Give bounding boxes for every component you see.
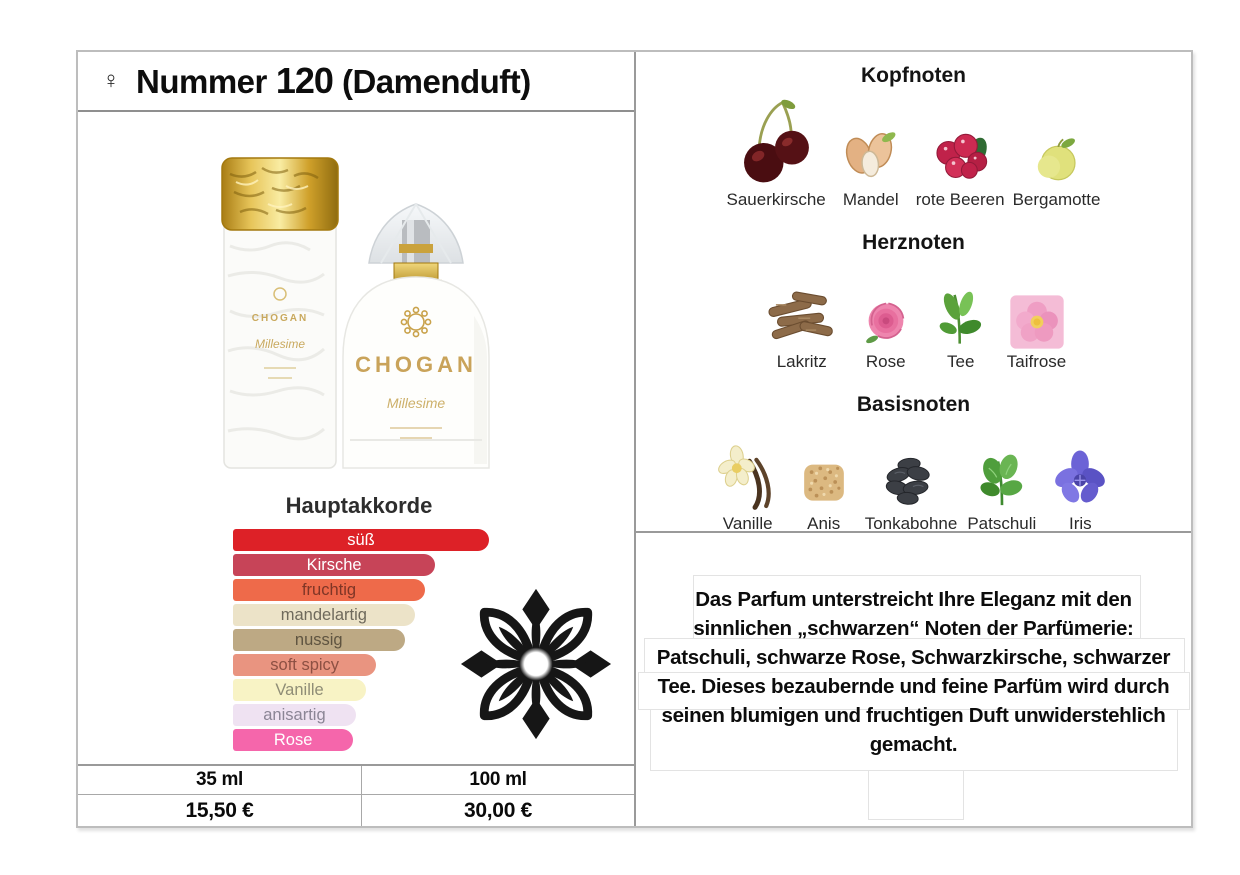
note-label: Lakritz (776, 352, 827, 371)
basisnoten-title: Basisnoten (856, 393, 971, 416)
accord-bar-label: soft spicy (270, 655, 340, 674)
herznoten-title: Herznoten (862, 231, 965, 254)
accord-bar-label: anisartig (263, 705, 326, 724)
price-size-100ml: 100 ml (362, 766, 634, 795)
perfume-bottle (343, 204, 489, 468)
product-card (76, 50, 1193, 828)
accord-chart-title: Hauptakkorde (285, 493, 433, 518)
kopfnoten-title: Kopfnoten (861, 64, 966, 87)
tea-leaves-icon (929, 285, 993, 351)
rose-icon (857, 293, 915, 351)
decor-box (868, 770, 964, 820)
left-panel (78, 52, 636, 826)
right-panel (636, 52, 1191, 826)
note-item (857, 293, 915, 372)
bergamot-icon (1026, 127, 1088, 189)
title-number: 120 (275, 60, 333, 101)
note-label: Taifrose (1006, 352, 1067, 371)
accord-bar-label: Vanille (275, 680, 324, 699)
note-item (793, 451, 855, 534)
note-item (967, 447, 1036, 534)
licorice-icon (761, 281, 843, 351)
note-label: Sauerkirsche (726, 190, 826, 209)
accord-bar (233, 654, 376, 676)
accord-bar (233, 554, 435, 576)
fragrance-notes-panel (636, 52, 1191, 533)
accord-bar (233, 604, 415, 626)
accord-bar (233, 704, 356, 726)
accord-bar-label: süß (347, 530, 375, 549)
tai-rose-icon (1008, 293, 1066, 351)
note-label: Bergamotte (1012, 190, 1101, 209)
price-value-100ml: 30,00 € (464, 798, 532, 822)
accord-bar (233, 529, 489, 551)
box-line-text: Millesime (254, 337, 306, 351)
note-item (761, 281, 843, 372)
note-item (916, 117, 1005, 210)
note-label: Mandel (842, 190, 899, 209)
female-gender-icon: ♀ (102, 67, 120, 94)
title-row (78, 52, 634, 112)
product-image (144, 116, 506, 476)
bottle-line-text: Millesime (386, 395, 446, 411)
anise-icon (793, 451, 855, 513)
description-text (636, 585, 1191, 759)
note-label: Patschuli (967, 514, 1037, 533)
herznoten-row (636, 276, 1191, 372)
vanilla-icon (713, 443, 783, 513)
accord-bar-label: mandelartig (280, 605, 367, 624)
note-item (713, 443, 783, 534)
basisnoten-row (636, 438, 1191, 534)
accord-bar-label: nussig (294, 630, 343, 649)
accord-bar-label: Rose (273, 730, 313, 749)
accord-bar-label: fruchtig (301, 580, 357, 599)
brand-flower-logo-icon (458, 586, 614, 742)
accord-bar (233, 629, 405, 651)
patchouli-icon (969, 447, 1035, 513)
accord-chart (233, 529, 489, 754)
tonka-bean-icon (875, 447, 947, 513)
description-panel (636, 533, 1191, 826)
bottle-brand-text: CHOGAN (355, 352, 477, 377)
note-item (834, 115, 908, 210)
price-size-35ml: 35 ml (78, 766, 362, 795)
note-label: Iris (1068, 514, 1092, 533)
note-item (1046, 445, 1114, 534)
accord-bar-label: Kirsche (306, 555, 362, 574)
price-table (78, 764, 634, 826)
iris-icon (1046, 445, 1114, 513)
title-prefix: Nummer (136, 63, 267, 100)
description-line: gemacht. (869, 733, 958, 756)
box-brand-text: CHOGAN (251, 313, 309, 324)
note-label: rote Beeren (915, 190, 1005, 209)
description-line: Das Parfum unterstreicht Ihre Eleganz mit den (695, 588, 1132, 611)
price-value-35ml: 15,50 € (78, 795, 362, 826)
note-label: Tee (947, 352, 975, 371)
accord-bar (233, 579, 425, 601)
almond-icon (834, 115, 908, 189)
note-label: Vanille (722, 514, 773, 533)
accord-bar (233, 679, 366, 701)
note-item (727, 95, 826, 210)
note-item (1013, 127, 1101, 210)
description-line: sinnlichen „schwarzen“ Noten der Parfümerie: (693, 617, 1134, 640)
description-line: Patschuli, schwarze Rose, Schwarzkirsche, schwarzer (656, 646, 1171, 669)
note-item (929, 285, 993, 372)
note-label: Tonkabohne (864, 514, 958, 533)
note-item (1007, 293, 1067, 372)
red-berries-icon (924, 117, 996, 189)
kopfnoten-row (636, 88, 1191, 210)
perfume-box (222, 158, 338, 468)
description-line: seinen blumigen und fruchtigen Duft unwiderstehlich (661, 704, 1166, 727)
page-title (136, 60, 531, 102)
note-label: Rose (865, 352, 906, 371)
cherry-icon (729, 95, 823, 189)
note-item (865, 447, 958, 534)
accord-bar (233, 729, 353, 751)
description-line: Tee. Dieses bezaubernde und feine Parfüm wird durch (657, 675, 1170, 698)
note-label: Anis (807, 514, 841, 533)
title-suffix: (Damenduft) (341, 63, 531, 100)
